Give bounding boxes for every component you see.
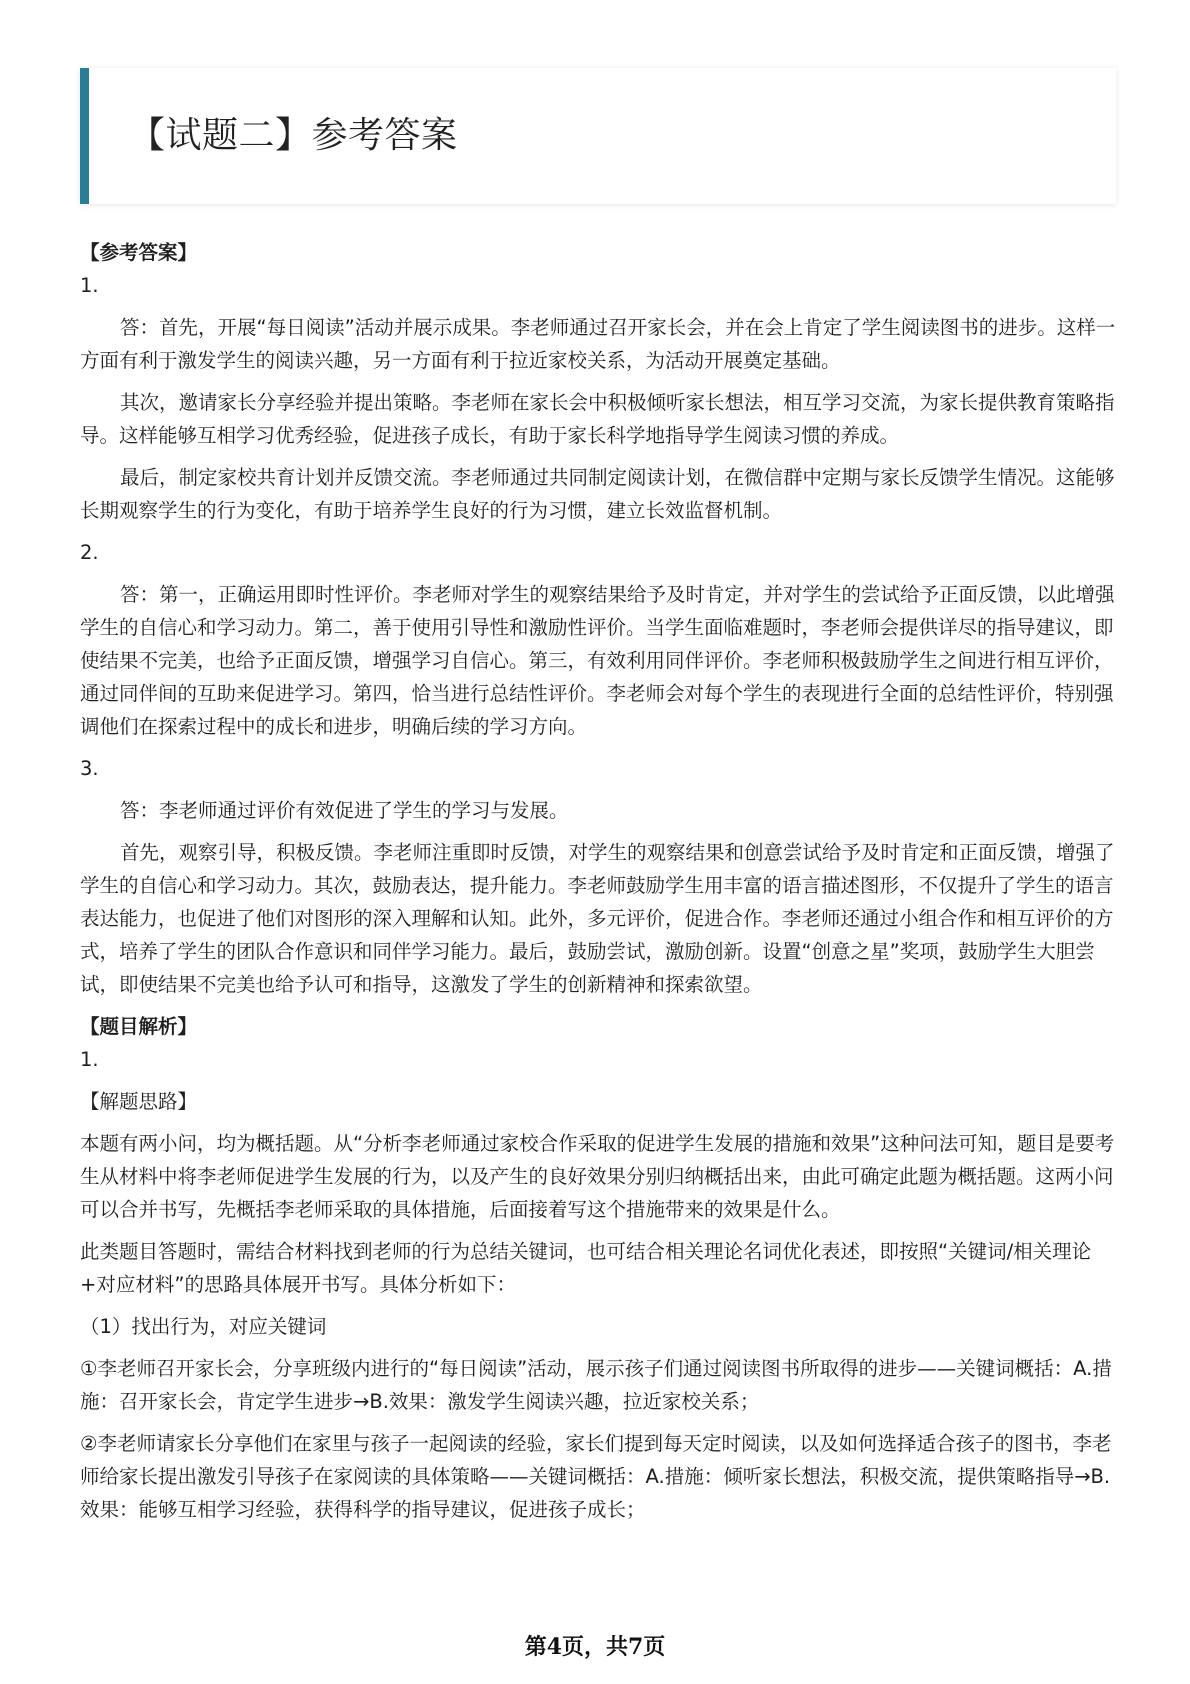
answer-3-paragraph: 首先，观察引导，积极反馈。李老师注重即时反馈，对学生的观察结果和创意尝试给予及时肯定和正面反馈，增强了学生的自信心和学习动力。其次，鼓励表达，提升能力。李老师鼓励学生用丰富的语言描述图形，不仅提升了学生的语言表达能力，也促进了他们对图形的深入理解和认知。此外，多元评价，促进合作。李老师还通过小组合作和相互评价的方式，培养了学生的团队合作意识和同伴学习能力。最后，鼓励尝试，激励创新。设置“创意之星”奖项，鼓励学生大胆尝试，即使结果不完美也给予认可和指导，这激发了学生的创新精神和探索欲望。 — [80, 841, 1115, 996]
analysis-paragraph: ①李老师召开家长会，分享班级内进行的“每日阅读”活动，展示孩子们通过阅读图书所取得的进步——关键词概括：A.措施：召开家长会，肯定学生进步→B.效果：激发学生阅读兴趣，拉近家校关系； — [80, 1357, 1112, 1413]
answer-1-paragraph: 答：首先，开展“每日阅读”活动并展示成果。李老师通过召开家长会，并在会上肯定了学生阅读图书的进步。这样一方面有利于激发学生的阅读兴趣，另一方面有利于拉近家校关系，为活动开展奠定基础。 — [80, 316, 1116, 372]
page-title: 【试题二】参考答案 — [129, 115, 458, 156]
answer-3-paragraph: 答：李老师通过评价有效促进了学生的学习与发展。 — [120, 799, 569, 822]
title-banner — [80, 68, 1116, 204]
analysis-subheading: （1）找出行为，对应关键词 — [80, 1315, 327, 1338]
answer-1-paragraph: 最后，制定家校共育计划并反馈交流。李老师通过共同制定阅读计划，在微信群中定期与家长反馈学生情况。这能够长期观察学生的行为变化，有助于培养学生良好的行为习惯，建立长效监督机制。 — [80, 466, 1115, 522]
answer-1-number: 1. — [80, 274, 99, 297]
answers-heading: 【参考答案】 — [80, 241, 198, 264]
document-body — [80, 236, 1116, 1526]
analysis-heading: 【题目解析】 — [80, 1015, 198, 1038]
answer-1-paragraph: 其次，邀请家长分享经验并提出策略。李老师在家长会中积极倾听家长想法，相互学习交流，为家长提供教育策略指导。这样能够互相学习优秀经验，促进孩子成长，有助于家长科学地指导学生阅读习惯的养成。 — [80, 391, 1115, 447]
analysis-1-number: 1. — [80, 1048, 99, 1071]
analysis-paragraph: ②李老师请家长分享他们在家里与孩子一起阅读的经验，家长们提到每天定时阅读，以及如何选择适合孩子的图书，李老师给家长提出激发引导孩子在家阅读的具体策略——关键词概括：A.措施：倾听家长想法，积极交流，提供策略指导→B.效果：能够互相学习经验，获得科学的指导建议，促进孩子成长； — [80, 1432, 1112, 1521]
solution-thinking-heading: 【解题思路】 — [80, 1090, 198, 1113]
answer-2-paragraph: 答：第一，正确运用即时性评价。李老师对学生的观察结果给予及时肯定，并对学生的尝试给予正面反馈，以此增强学生的自信心和学习动力。第二，善于使用引导性和激励性评价。当学生面临难题时，李老师会提供详尽的指导建议，即使结果不完美，也给予正面反馈，增强学习自信心。第三，有效利用同伴评价。李老师积极鼓励学生之间进行相互评价，通过同伴间的互助来促进学习。第四，恰当进行总结性评价。李老师会对每个学生的表现进行全面的总结性评价，特别强调他们在探索过程中的成长和进步，明确后续的学习方向。 — [80, 583, 1115, 738]
analysis-paragraph: 本题有两小问，均为概括题。从“分析李老师通过家校合作采取的促进学生发展的措施和效果”这种问法可知，题目是要考生从材料中将李老师促进学生发展的行为，以及产生的良好效果分别归纳概括出来，由此可确定此题为概括题。这两小问可以合并书写，先概括李老师采取的具体措施，后面接着写这个措施带来的效果是什么。 — [80, 1132, 1115, 1221]
analysis-paragraph: 此类题目答题时，需结合材料找到老师的行为总结关键词，也可结合相关理论名词优化表述，即按照“关键词/相关理论+对应材料”的思路具体展开书写。具体分析如下： — [80, 1240, 1092, 1296]
answer-2-number: 2. — [80, 541, 99, 564]
answer-3-number: 3. — [80, 757, 99, 780]
page-footer: 第4页，共7页 — [524, 1634, 666, 1660]
